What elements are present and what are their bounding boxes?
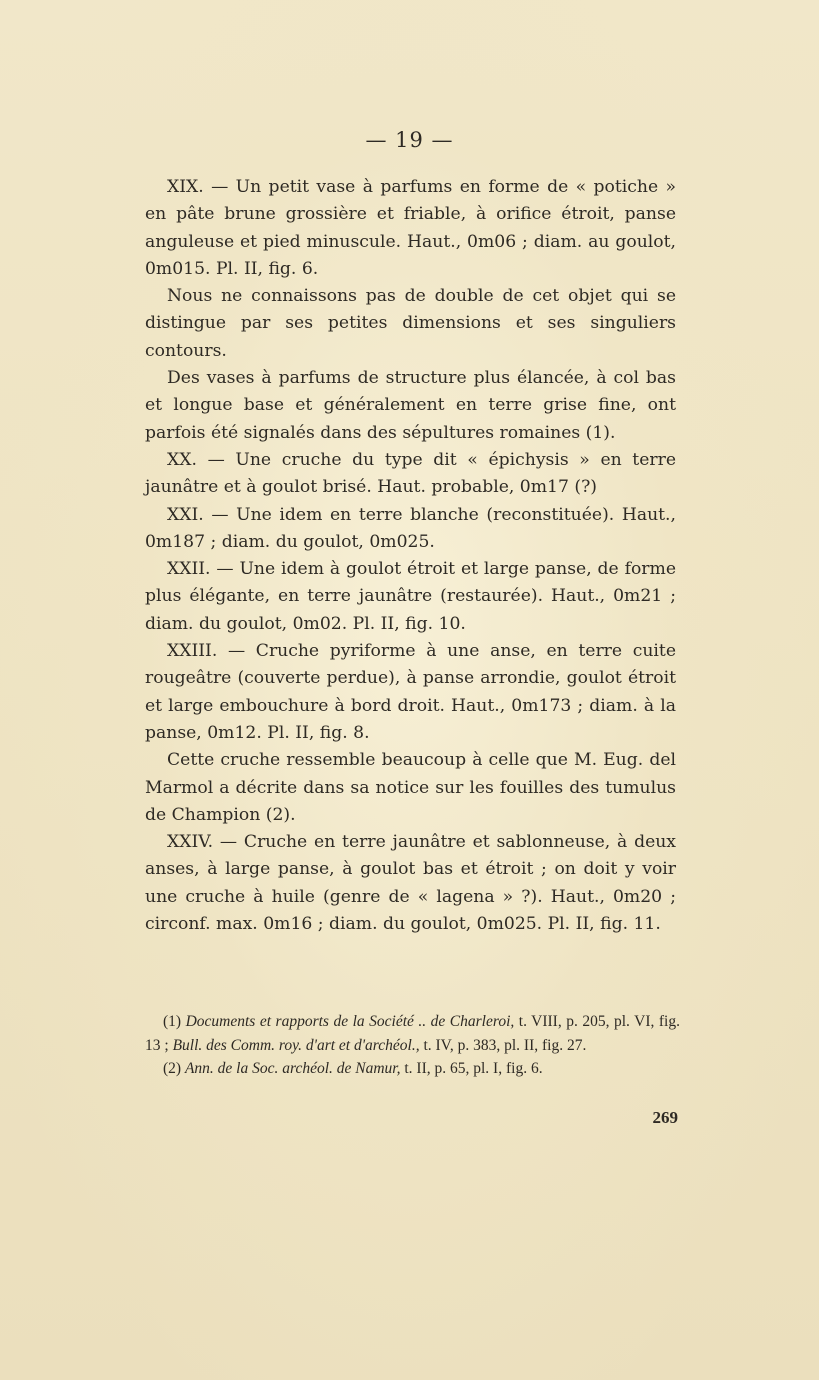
footnote-2 [145,1057,680,1081]
paragraph-xxi: XXI. — Une idem en terre blanche (reconstituée). Haut., 0m187 ; diam. du goulot, 0m025. [145,504,676,552]
footnotes [145,1010,680,1081]
footnote-2-marker: (2) [163,1060,185,1077]
footnote-1 [145,1010,680,1057]
paragraph-note-xxiii: Cette cruche ressemble beaucoup à celle que M. Eug. del Marmol a décrite dans sa notice sur les fouilles des tumulus de Champion (2). [145,750,676,825]
paragraph-xix: XIX. — Un petit vase à parfums en forme de « potiche » en pâte brune grossière et friable, à orifice étroit, panse anguleuse et pied minuscule. Haut., 0m06 ; diam. au goulot, 0m015. Pl. II, fig. 6. [145,177,676,279]
footnote-2-title-1: Ann. de la Soc. archéol. de Namur, [184,1060,401,1077]
paragraph-note-xix: Nous ne connaissons pas de double de cet objet qui se distingue par ses petites dimensions et ses singuliers contours. [145,286,676,361]
paragraph-xxii: XXII. — Une idem à goulot étroit et large panse, de forme plus élégante, en terre jaunâtre (restaurée). Haut., 0m21 ; diam. du goulot, 0m02. Pl. II, fig. 10. [145,559,676,634]
footnote-1-title-2: Bull. des Comm. roy. d'art et d'archéol., [172,1036,420,1054]
paragraph-xxiv: XXIV. — Cruche en terre jaunâtre et sablonneuse, à deux anses, à large panse, à goulot bas et étroit ; on doit y voir une cruche à huile (genre de « lagena » ?). Haut., 0m20 ; circonf. max. 0m16 ; diam. du goulot, 0m025. Pl. II, fig. 11. [145,832,676,935]
printer-signature-mark: 269 [652,1108,678,1127]
footnote-1-title-1: Documents et rapports de la Société .. de Charleroi, [185,1013,515,1030]
paragraph-xx: XX. — Une cruche du type dit « épichysis » en terre jaunâtre et à goulot brisé. Haut. probable, 0m17 (?) [145,449,676,498]
body-text [145,174,676,938]
page-number: — 19 — [365,128,454,152]
footnote-2-text-1: t. II, p. 65, pl. I, fig. 6. [400,1060,543,1077]
paragraph-parfums: Des vases à parfums de structure plus élancée, à col bas et longue base et généralement en terre grise fine, ont parfois été signalés dans des sépultures romaines (1). [145,368,676,443]
footnote-1-text-2: t. IV, p. 383, pl. II, fig. 27. [419,1036,587,1054]
footnote-1-marker: (1) [163,1013,186,1030]
paragraph-xxiii: XXIII. — Cruche pyriforme à une anse, en terre cuite rougeâtre (couverte perdue), à panse arrondie, goulot étroit et large embouchure à bord droit. Haut., 0m173 ; diam. à la panse, 0m12. Pl. II, fig. 8. [145,641,676,743]
footnote-1-text-1: t. VIII, p. 205, pl. VI, fig. 13 ; [145,1013,680,1054]
